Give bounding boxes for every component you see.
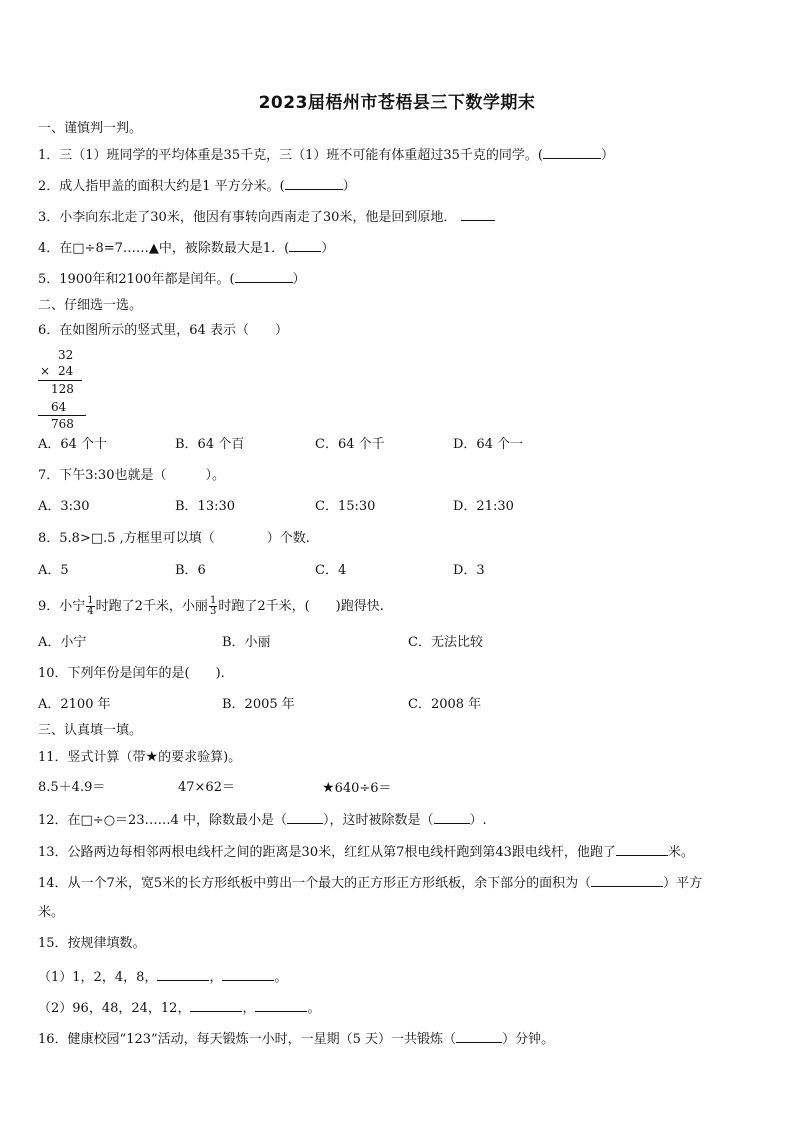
q8-option-b[interactable]: B．6 [175, 563, 206, 578]
q7-option-b[interactable]: B．13:30 [175, 499, 236, 514]
page-title: 2023届梧州市苍梧县三下数学期末 [258, 93, 536, 113]
fraction-2 [209, 596, 217, 617]
question-13 [38, 843, 694, 861]
vertical-row-1: 32 [58, 348, 74, 362]
q7-option-d[interactable]: D．21:30 [453, 499, 514, 514]
star-icon: ★ [322, 780, 335, 796]
vertical-row-3: 128 [51, 382, 74, 396]
question-16-text-2: ）分钟。 [502, 1032, 555, 1047]
q9-option-c[interactable]: C．无法比较 [408, 635, 483, 650]
vertical-row-4: 64 [51, 400, 67, 414]
question-9 [38, 596, 384, 618]
calc-3-text: 640÷6＝ [334, 781, 392, 796]
sequence-2: （2）96，48，24，12， [38, 1001, 191, 1016]
question-14-text-2: ）平方 [663, 876, 703, 891]
question-4-text: 4．在□÷8=7……▲中，被除数最大是1．( [38, 241, 290, 256]
multiply-sign: × [40, 364, 51, 378]
end-mark: 。 [307, 1001, 321, 1016]
question-1 [38, 146, 614, 164]
question-16 [38, 1030, 554, 1048]
question-12-text-3: ）. [469, 813, 487, 828]
question-3-text: 3．小李向东北走了30米，他因有事转向西南走了30米，他是回到原地． [38, 210, 457, 225]
q6-option-b[interactable]: B．64 个百 [175, 437, 245, 452]
question-4-close: ） [321, 241, 335, 256]
question-13-text-2: 米。 [667, 845, 694, 860]
q6-option-a[interactable]: A．64 个十 [38, 437, 108, 452]
q7-option-c[interactable]: C．15:30 [315, 499, 376, 514]
question-2-close: ） [342, 179, 356, 194]
question-9-text-3: 时跑了2千米，( )跑得快. [218, 599, 384, 614]
q8-option-a[interactable]: A．5 [38, 563, 69, 578]
q8-option-d[interactable]: D．3 [453, 563, 485, 578]
question-5 [38, 270, 306, 288]
q9-option-a[interactable]: A．小宁 [38, 635, 87, 650]
q9-option-b[interactable]: B．小丽 [222, 635, 271, 650]
fraction-numerator: 1 [87, 595, 94, 606]
question-11-text: 11．竖式计算（带 [38, 750, 146, 765]
answer-blank[interactable] [461, 208, 495, 221]
answer-blank[interactable] [287, 811, 323, 824]
answer-blank[interactable] [456, 1030, 502, 1043]
calc-1: 8.5＋4.9＝ [38, 780, 106, 795]
vertical-multiplication [38, 345, 98, 435]
question-13-text: 13．公路两边每相邻两根电线杆之间的距离是30米，红红从第7根电线杆跑到第43跟电线杆，他跑了 [38, 845, 616, 860]
answer-blank[interactable] [434, 811, 470, 824]
section-heading-2: 二、仔细选一选。 [38, 298, 143, 313]
vertical-row-5: 768 [51, 417, 74, 431]
question-5-close: ） [292, 272, 306, 287]
answer-blank[interactable] [157, 968, 209, 981]
q8-option-c[interactable]: C．4 [315, 563, 347, 578]
q10-option-c[interactable]: C．2008 年 [408, 697, 482, 712]
calc-2: 47×62＝ [178, 780, 235, 795]
question-15-part-1 [38, 968, 287, 986]
separator: ， [209, 970, 223, 985]
question-14-line-2: 米。 [38, 905, 65, 920]
answer-blank[interactable] [616, 843, 668, 856]
answer-blank[interactable] [222, 968, 274, 981]
end-mark: 。 [274, 970, 288, 985]
answer-blank[interactable] [591, 874, 663, 887]
question-3 [38, 208, 495, 226]
answer-blank[interactable] [190, 999, 242, 1012]
answer-blank[interactable] [285, 177, 343, 190]
question-11 [38, 749, 241, 766]
question-15-text: 15．按规律填数。 [38, 936, 146, 951]
rule-line [38, 380, 82, 381]
answer-blank[interactable] [255, 999, 307, 1012]
question-7-text: 7．下午3:30也就是（ ）。 [38, 468, 225, 483]
question-11-text-2: 的要求验算)。 [158, 750, 242, 765]
question-2 [38, 177, 356, 195]
question-5-text: 5．1900年和2100年都是闰年。( [38, 272, 235, 287]
answer-blank[interactable] [289, 239, 321, 252]
star-icon: ★ [145, 749, 159, 765]
question-2-text: 2．成人指甲盖的面积大约是1 平方分米。( [38, 179, 285, 194]
q6-option-c[interactable]: C．64 个千 [315, 437, 385, 452]
sequence-1: （1）1，2，4，8， [38, 970, 158, 985]
calc-3 [322, 780, 392, 797]
section-heading-1: 一、谨慎判一判。 [38, 121, 143, 136]
q7-option-a[interactable]: A．3:30 [38, 499, 90, 514]
question-14 [38, 874, 702, 892]
question-14-text: 14．从一个7米，宽5米的长方形纸板中剪出一个最大的正方形正方形纸板，余下部分的面积为（ [38, 876, 592, 891]
answer-blank[interactable] [235, 270, 293, 283]
rule-line [38, 415, 86, 416]
question-10-text: 10．下列年份是闰年的是( ). [38, 666, 225, 681]
question-4 [38, 239, 334, 257]
q6-option-d[interactable]: D．64 个一 [453, 437, 524, 452]
question-1-close: ） [600, 148, 614, 163]
fraction-numerator: 1 [209, 595, 217, 606]
answer-blank[interactable] [543, 146, 601, 159]
vertical-row-2: 24 [58, 364, 74, 378]
question-9-text-1: 9．小宁 [38, 599, 86, 614]
separator: ， [242, 1001, 256, 1016]
question-9-text-2: 时跑了2千米，小丽 [95, 599, 208, 614]
section-heading-3: 三、认真填一填。 [38, 723, 143, 738]
question-16-text: 16．健康校园“123”活动，每天锻炼一小时，一星期（5 天）一共锻炼（ [38, 1032, 457, 1047]
question-6-text: 6．在如图所示的竖式里，64 表示（ ） [38, 323, 288, 338]
question-1-text: 1．三（1）班同学的平均体重是35千克，三（1）班不可能有体重超过35千克的同学。( [38, 148, 543, 163]
question-12-text-2: ），这时被除数是（ [323, 813, 434, 828]
q10-option-b[interactable]: B．2005 年 [222, 697, 295, 712]
fraction-denominator: 3 [209, 606, 217, 617]
fraction-denominator: 4 [87, 606, 94, 617]
question-15-part-2 [38, 999, 320, 1017]
question-12 [38, 811, 487, 829]
question-8-text: 8．5.8>□.5 ,方框里可以填（ ）个数. [38, 531, 310, 546]
fraction-1 [86, 596, 94, 617]
q10-option-a[interactable]: A．2100 年 [38, 697, 111, 712]
question-12-text: 12．在□÷○＝23……4 中，除数最小是（ [38, 813, 288, 828]
